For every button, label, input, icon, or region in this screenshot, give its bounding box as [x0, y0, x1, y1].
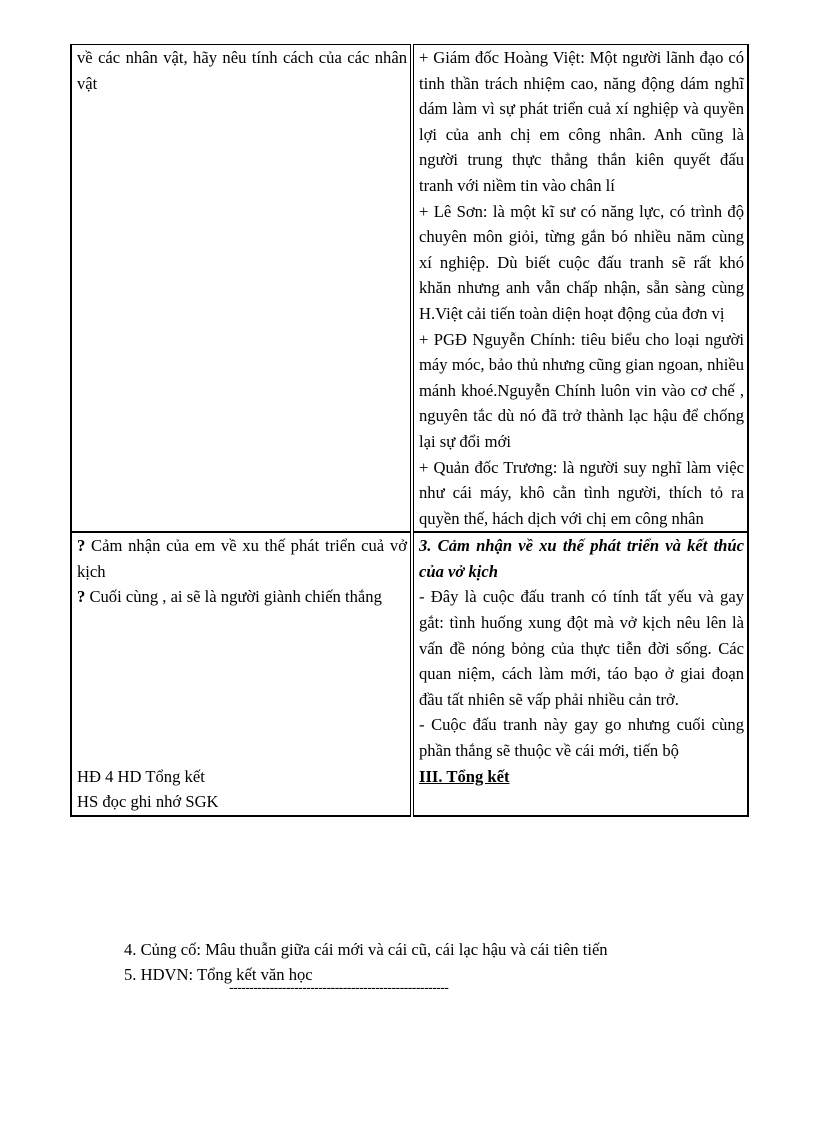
table-row — [71, 532, 748, 763]
question-mark: ? — [77, 536, 86, 556]
section-heading: III. Tổng kết — [419, 766, 510, 786]
character-truong: + Quản đốc Trương: là người suy nghĩ làm việc như cái máy, khô cằn tình người, thích tỏ ra quyền thế, hách dịch với chị em công nhân — [419, 457, 744, 528]
separator-line: ------------------------------------------------------ — [229, 979, 449, 995]
activity-line: HĐ 4 HD Tổng kết — [77, 766, 205, 786]
question-text: Cuối cùng , ai sẽ là người giành chiến thắng — [85, 587, 382, 607]
activity-line: HS đọc ghi nhớ SGK — [77, 792, 219, 812]
blank-space — [419, 789, 744, 815]
content-cell — [412, 45, 748, 533]
homework-line: 5. HDVN: Tổng kết văn học — [124, 965, 313, 984]
question-text: Cảm nhận của em về xu thế phát triển cuả vở kịch — [77, 536, 407, 581]
table-row — [71, 764, 748, 816]
content-cell — [412, 764, 748, 816]
teacher-activity-cell — [71, 532, 412, 763]
lesson-table — [70, 44, 749, 817]
consolidation-line: 4. Củng cố: Mâu thuẫn giữa cái mới và cái cũ, cái lạc hậu và cái tiên tiến — [124, 940, 608, 959]
prompt-text: về các nhân vật, hãy nêu tính cách của các nhân vật — [77, 48, 407, 93]
content-cell — [412, 532, 748, 763]
question-item — [77, 533, 407, 584]
table-row — [71, 45, 748, 533]
character-nguyen-chinh: + PGĐ Nguyễn Chính: tiêu biểu cho loại người máy móc, bảo thủ nhưng cũng gian ngoan, nhiều mánh khoé.Nguyễn Chính luôn vin vào cơ chế , nguyên tắc dù nó đã trở thành lạc hậu để chống lại sự đổi mới — [419, 329, 744, 451]
question-item — [77, 584, 407, 610]
question-mark: ? — [77, 587, 86, 607]
teacher-activity-cell — [71, 45, 412, 533]
character-hoang-viet: + Giám đốc Hoàng Việt: Một người lãnh đạo có tinh thần trách nhiệm cao, năng động dám nghĩ dám làm vì sự phát triển cuả xí nghiệp và quyền lợi của anh chị em công nhân. Anh cũng là người trung thực thẳng thắn kiên quyết đấu tranh với niềm tin vào chân lí — [419, 48, 744, 195]
paragraph: - Đây là cuộc đấu tranh có tính tất yếu và gay gắt: tình huống xung đột mà vở kịch nêu lên là vấn đề nóng bỏng của thực tiễn đời sống. Các quan niệm, cách làm mới, táo bạo ở giai đoạn đầu tất nhiên sẽ vấp phải nhiều cản trở. — [419, 587, 744, 709]
teacher-activity-cell — [71, 764, 412, 816]
character-le-son: + Lê Sơn: là một kĩ sư có năng lực, có trình độ chuyên môn giỏi, từng gắn bó nhiều năm cùng xí nghiệp. Dù biết cuộc đấu tranh sẽ rất khó khăn nhưng anh vẫn chấp nhận, sẵn sàng cùng H.Việt cải tiến toàn diện hoạt động của đơn vị — [419, 201, 744, 323]
section-heading: 3. Cảm nhận về xu thế phát triển và kết thúc của vở kịch — [419, 536, 744, 581]
paragraph: - Cuộc đấu tranh này gay go nhưng cuối cùng phần thắng sẽ thuộc về cái mới, tiến bộ — [419, 715, 744, 761]
